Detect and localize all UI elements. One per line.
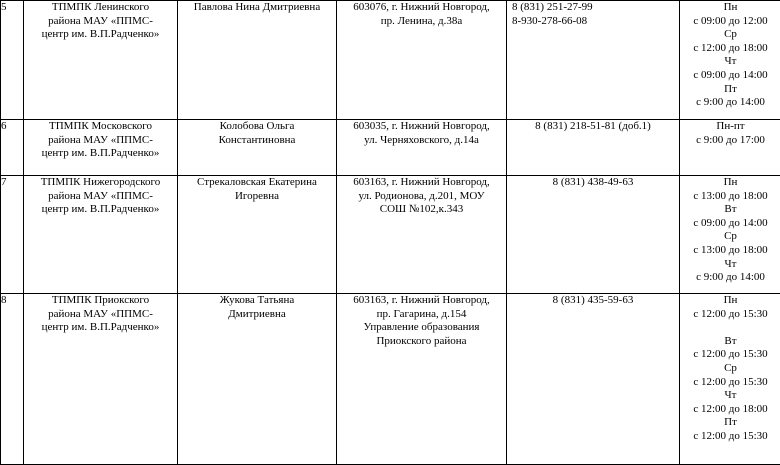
schedule-time: с 13:00 до 18:00 bbox=[680, 190, 780, 204]
address-line: 603163, г. Нижний Новгород, bbox=[337, 294, 506, 308]
schedule-time: с 12:00 до 15:30 bbox=[680, 376, 780, 390]
schedule-day: Пт bbox=[680, 416, 780, 430]
head-name-line: Игоревна bbox=[178, 190, 336, 204]
head-name-line: Колобова Ольга bbox=[178, 120, 336, 134]
schedule-cell bbox=[680, 1, 780, 120]
schedule-day: Ср bbox=[680, 230, 780, 244]
address-line: Управление образования bbox=[337, 321, 506, 335]
address-cell bbox=[337, 1, 507, 120]
organization-line: района МАУ «ППМС- bbox=[24, 134, 177, 148]
schedule-time: с 9:00 до 14:00 bbox=[680, 96, 780, 110]
schedule-day: Ср bbox=[680, 28, 780, 42]
address-line: 603163, г. Нижний Новгород, bbox=[337, 176, 506, 190]
address-line: 603035, г. Нижний Новгород, bbox=[337, 120, 506, 134]
schedule-day: Чт bbox=[680, 389, 780, 403]
address-line: СОШ №102,к.343 bbox=[337, 203, 506, 217]
address-line: пр. Ленина, д.38а bbox=[337, 15, 506, 29]
schedule-time: с 09:00 до 14:00 bbox=[680, 69, 780, 83]
schedule-day: Пт bbox=[680, 83, 780, 97]
schedule-time: с 12:00 до 18:00 bbox=[680, 403, 780, 417]
phone-cell bbox=[507, 120, 680, 176]
organization-cell bbox=[24, 1, 178, 120]
schedule-day: Чт bbox=[680, 258, 780, 272]
schedule-day: Пн bbox=[680, 176, 780, 190]
row-number-cell bbox=[1, 176, 24, 294]
row-number: 7 bbox=[1, 176, 23, 190]
head-name-cell bbox=[178, 1, 337, 120]
schedule-day: Пн-пт bbox=[680, 120, 780, 134]
phone-cell bbox=[507, 176, 680, 294]
organization-line: ТПМПК Приокского bbox=[24, 294, 177, 308]
address-cell bbox=[337, 176, 507, 294]
schedule-day: Пн bbox=[680, 1, 780, 15]
organization-line: ТПМПК Ленинского bbox=[24, 1, 177, 15]
phone-number: 8 (831) 438-49-63 bbox=[507, 176, 679, 190]
address-line: 603076, г. Нижний Новгород, bbox=[337, 1, 506, 15]
organization-line: центр им. В.П.Радченко» bbox=[24, 147, 177, 161]
table-row bbox=[1, 1, 780, 120]
organization-line: центр им. В.П.Радченко» bbox=[24, 203, 177, 217]
schedule-day: Вт bbox=[680, 203, 780, 217]
table-row bbox=[1, 176, 780, 294]
head-name-line: Дмитриевна bbox=[178, 308, 336, 322]
schedule-time: с 12:00 до 15:30 bbox=[680, 308, 780, 322]
table-row bbox=[1, 120, 780, 176]
schedule-cell bbox=[680, 294, 780, 465]
organization-cell bbox=[24, 294, 178, 465]
head-name-line: Жукова Татьяна bbox=[178, 294, 336, 308]
schedule-time: с 12:00 до 15:30 bbox=[680, 430, 780, 444]
row-number: 8 bbox=[1, 294, 23, 308]
phone-number: 8 (831) 218-51-81 (доб.1) bbox=[507, 120, 679, 134]
head-name-cell bbox=[178, 176, 337, 294]
organization-line: ТПМПК Московского bbox=[24, 120, 177, 134]
phone-cell bbox=[507, 294, 680, 465]
row-number: 6 bbox=[1, 120, 23, 134]
head-name-cell bbox=[178, 294, 337, 465]
head-name-line: Павлова Нина Дмитриевна bbox=[178, 1, 336, 15]
organization-line: ТПМПК Нижегородского bbox=[24, 176, 177, 190]
phone-number: 8 (831) 251-27-99 bbox=[512, 1, 679, 15]
schedule-day: Чт bbox=[680, 55, 780, 69]
organization-line: центр им. В.П.Радченко» bbox=[24, 28, 177, 42]
organization-cell bbox=[24, 176, 178, 294]
head-name-line: Константиновна bbox=[178, 134, 336, 148]
address-line: пр. Гагарина, д.154 bbox=[337, 308, 506, 322]
schedule-time: с 12:00 до 15:30 bbox=[680, 348, 780, 362]
address-line: ул. Черняховского, д.14а bbox=[337, 134, 506, 148]
schedule-day: Пн bbox=[680, 294, 780, 308]
schedule-day: Вт bbox=[680, 335, 780, 349]
row-number-cell bbox=[1, 1, 24, 120]
organization-line: района МАУ «ППМС- bbox=[24, 190, 177, 204]
schedule-cell bbox=[680, 176, 780, 294]
organization-line: района МАУ «ППМС- bbox=[24, 308, 177, 322]
row-number-cell bbox=[1, 294, 24, 465]
phone-number: 8 (831) 435-59-63 bbox=[507, 294, 679, 308]
schedule-blank-line bbox=[680, 321, 780, 335]
schedule-time: с 13:00 до 18:00 bbox=[680, 244, 780, 258]
address-line: Приокского района bbox=[337, 335, 506, 349]
schedule-day: Ср bbox=[680, 362, 780, 376]
phone-cell bbox=[507, 1, 680, 120]
schedule-time: с 12:00 до 18:00 bbox=[680, 42, 780, 56]
address-line: ул. Родионова, д.201, МОУ bbox=[337, 190, 506, 204]
phone-number: 8-930-278-66-08 bbox=[512, 15, 679, 29]
address-cell bbox=[337, 120, 507, 176]
row-number: 5 bbox=[1, 1, 23, 15]
row-number-cell bbox=[1, 120, 24, 176]
head-name-cell bbox=[178, 120, 337, 176]
organization-line: района МАУ «ППМС- bbox=[24, 15, 177, 29]
organization-cell bbox=[24, 120, 178, 176]
schedule-time: с 9:00 до 17:00 bbox=[680, 134, 780, 148]
schedule-time: с 09:00 до 12:00 bbox=[680, 15, 780, 29]
organization-line: центр им. В.П.Радченко» bbox=[24, 321, 177, 335]
head-name-line: Стрекаловская Екатерина bbox=[178, 176, 336, 190]
schedule-time: с 09:00 до 14:00 bbox=[680, 217, 780, 231]
table-row bbox=[1, 294, 780, 465]
schedule-cell bbox=[680, 120, 780, 176]
schedule-time: с 9:00 до 14:00 bbox=[680, 271, 780, 285]
address-cell bbox=[337, 294, 507, 465]
